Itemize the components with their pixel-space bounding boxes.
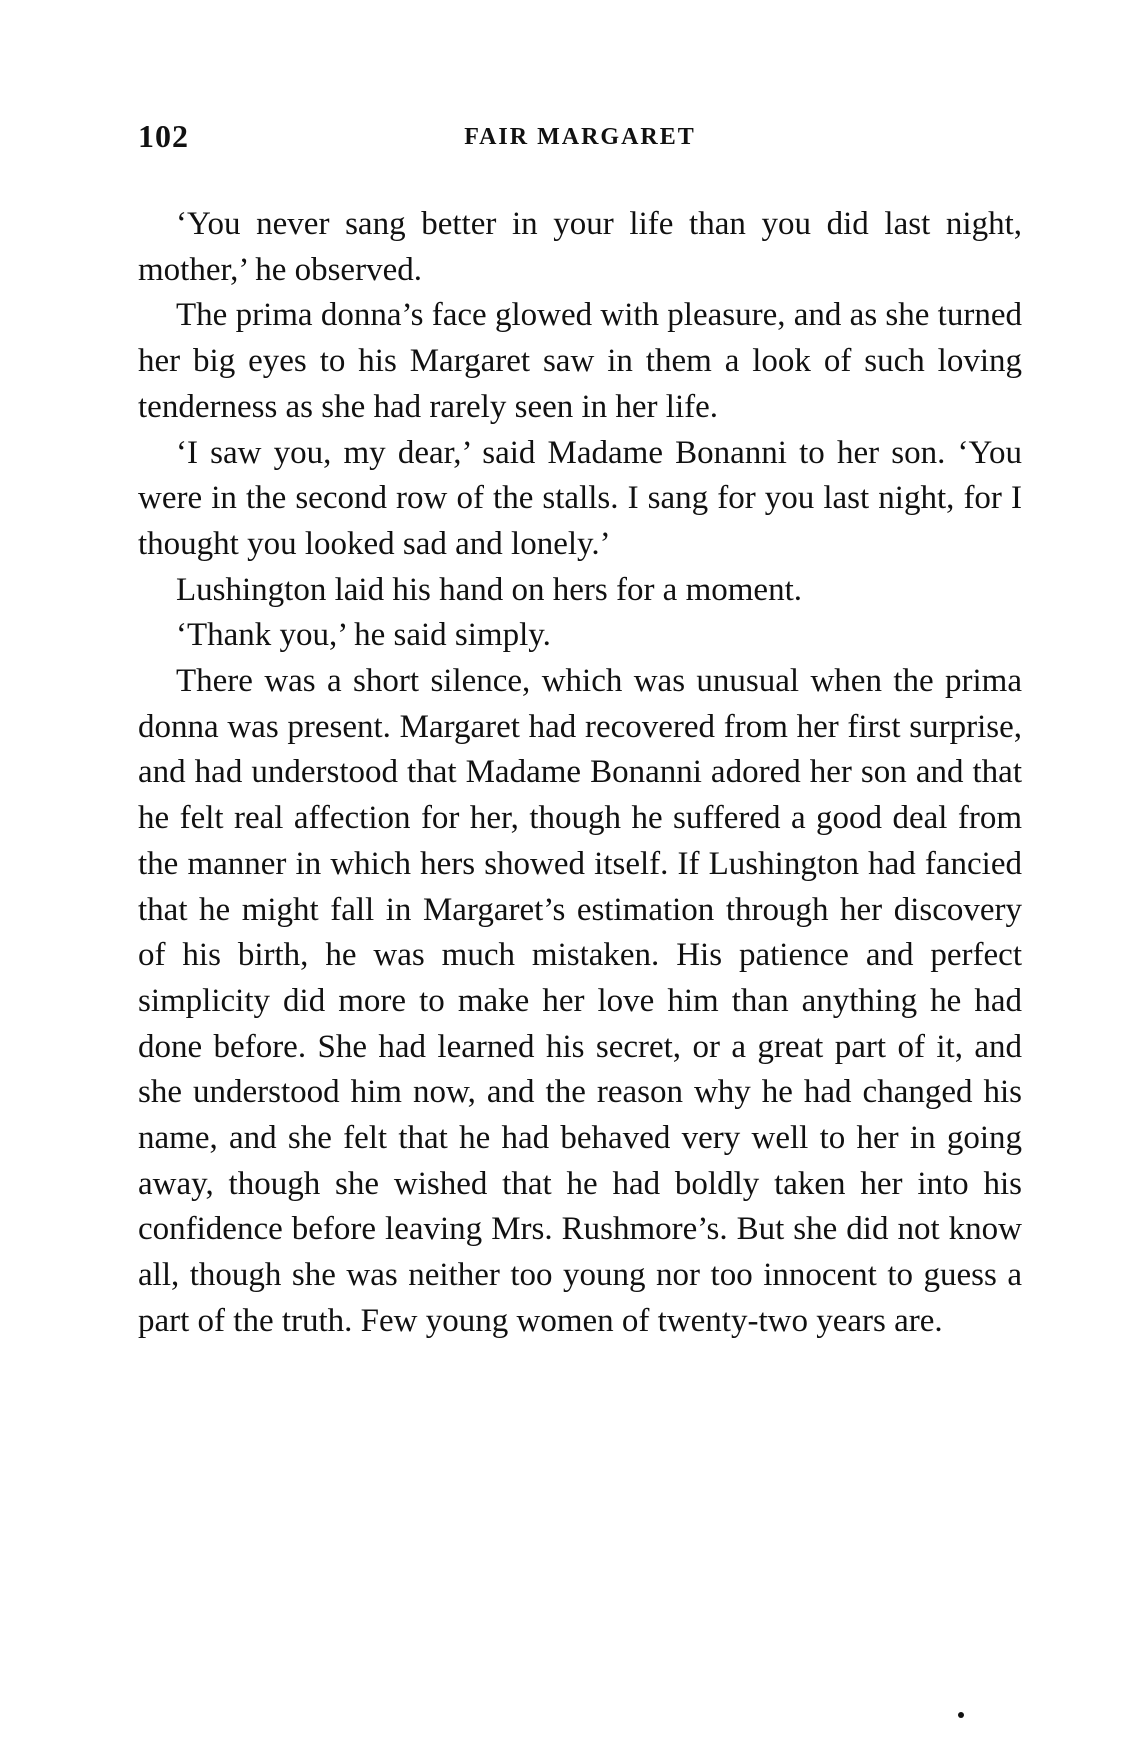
page-number: 102: [138, 118, 189, 154]
paragraph-2: The prima donna’s face glowed with pleasure, and as she turned her big eyes to his Margaret saw in them a look of such loving tenderness as she had rarely seen in her life.: [138, 297, 1022, 425]
paragraph-3: ‘I saw you, my dear,’ said Madame Bonanni to her son. ‘You were in the second row of the stalls. I sang for you last night, for I thought you looked sad and lonely.’: [138, 434, 1022, 562]
paragraph-6: There was a short silence, which was unusual when the prima donna was present. Margaret had recovered from her first surprise, and had understood that Madame Bonanni adored her son and that he felt real affection for her, though he suffered a good deal from the manner in which hers showed itself. If Lushington had fancied that he might fall in Margaret’s estimation through her discovery of his birth, he was much mistaken. His patience and perfect simplicity did more to make her love him than anything he had done before. She had learned his secret, or a great part of it, and she understood him now, and the reason why he had changed his name, and she felt that he had behaved very well to her in going away, though she wished that he had boldly taken her into his confidence before leaving Mrs. Rushmore’s. But she did not know all, though she was neither too young nor too innocent to guess a part of the truth. Few young women of twenty-two years are.: [138, 663, 1022, 1339]
paragraph-5: ‘Thank you,’ he said simply.: [176, 617, 551, 654]
page-header: [138, 118, 1022, 158]
paragraph-4: Lushington laid his hand on hers for a moment.: [176, 571, 802, 608]
paragraph-1: ‘You never sang better in your life than you did last night, mother,’ he observed.: [138, 206, 1022, 288]
body-text: [138, 202, 1022, 1345]
ink-dot-mark: [958, 1712, 964, 1718]
running-head: FAIR MARGARET: [464, 124, 696, 150]
